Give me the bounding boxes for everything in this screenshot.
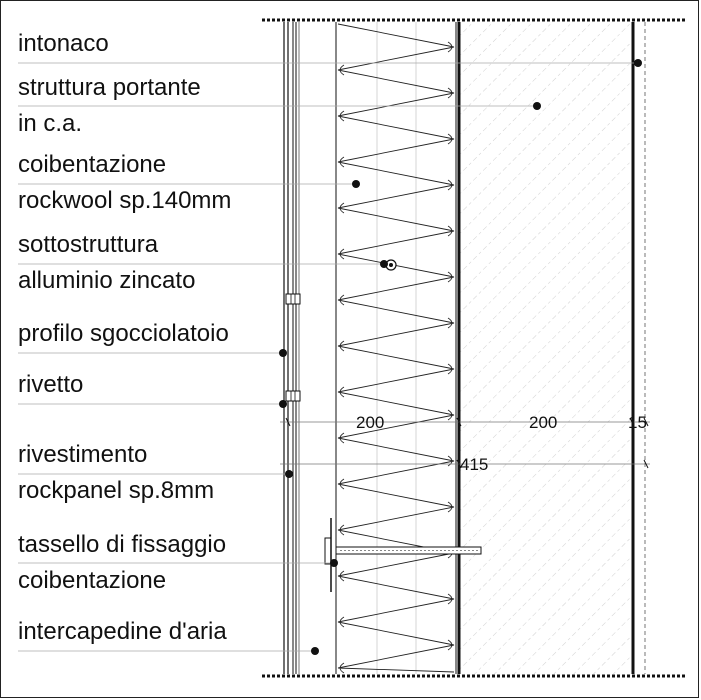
insulation-fold-left (340, 433, 344, 443)
label-rivetto: rivetto (18, 371, 84, 398)
drip-profile-lower (286, 391, 300, 401)
label-struttura-line2: in c.a. (18, 110, 83, 137)
insulation-fold-right (448, 364, 452, 374)
label-tassello-line2: coibentazione (18, 567, 167, 594)
drip-profile-upper (286, 294, 300, 304)
insulation-fold-left (340, 571, 344, 581)
insulation-fold-right (448, 88, 452, 98)
insulation-fold-left (340, 617, 344, 627)
insulation-fold-left (340, 341, 344, 351)
label-coibentazione-line1: coibentazione (18, 151, 167, 178)
label-struttura-line1: struttura portante (18, 74, 201, 101)
insulation-fold-right (448, 134, 452, 144)
insulation-fold-right (448, 180, 452, 190)
insulation-fold-right (448, 42, 452, 52)
insulation-fold-right (448, 272, 452, 282)
label-rivestimento-line1: rivestimento (18, 441, 148, 468)
dimension-200-left: 200 (356, 413, 385, 432)
insulation-fold-left (340, 525, 344, 535)
dimension-200-right: 200 (529, 413, 558, 432)
insulation-zigzag-path (338, 24, 454, 672)
insulation-fold-left (340, 479, 344, 489)
insulation-fold-left (340, 203, 344, 213)
dimension-15: 15 (628, 413, 647, 432)
insulation-fold-left (340, 111, 344, 121)
insulation-fold-left (340, 157, 344, 167)
dimension-415: 415 (460, 455, 489, 474)
concrete-wall (459, 22, 632, 674)
insulation-fold-left (340, 65, 344, 75)
label-coibentazione-line2: rockwool sp.140mm (18, 187, 232, 214)
insulation-fold-right (448, 502, 452, 512)
label-intercapedine: intercapedine d'aria (18, 618, 227, 645)
label-sottostruttura-line1: sottostruttura (18, 231, 159, 258)
insulation-zigzag (338, 24, 454, 673)
label-sottostruttura-line2: alluminio zincato (18, 267, 196, 294)
insulation-fold-right (448, 594, 452, 604)
insulation-fold-left (340, 295, 344, 305)
label-intonaco: intonaco (18, 30, 109, 57)
insulation-fold-right (448, 410, 452, 420)
label-profilo: profilo sgocciolatoio (18, 320, 229, 347)
label-rivestimento-line2: rockpanel sp.8mm (18, 477, 215, 504)
insulation-fold-right (448, 226, 452, 236)
insulation-fold-right (448, 456, 452, 466)
insulation-fold-right (448, 640, 452, 650)
insulation-fold-left (340, 249, 344, 259)
insulation-fold-right (448, 318, 452, 328)
insulation-fold-left (340, 387, 344, 397)
label-tassello-line1: tassello di fissaggio (18, 531, 227, 558)
